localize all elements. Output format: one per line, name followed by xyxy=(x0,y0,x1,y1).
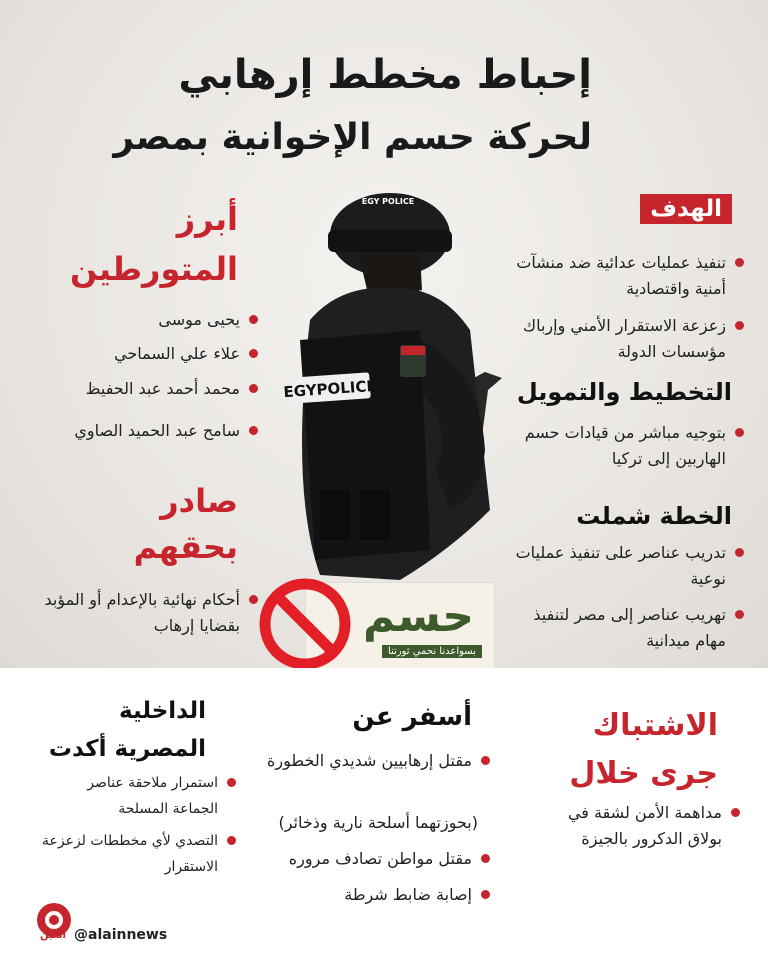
planning-item-1: بتوجيه مباشر من قيادات حسم الهاربين إلى تركيا xyxy=(511,420,746,472)
involved-label-line2: المتورطين xyxy=(70,250,238,288)
interior-label-line1: الداخلية xyxy=(119,698,206,724)
result-item-4: إصابة ضابط شرطة xyxy=(262,882,492,908)
alain-logo-icon xyxy=(34,890,74,950)
hasm-logo-name: حسم xyxy=(363,591,474,642)
soldier-illustration xyxy=(270,190,520,590)
clash-label-line2: جرى خلال xyxy=(569,756,718,791)
hasm-logo-tagline: بسواعدنا نحمي ثورتنا xyxy=(382,645,482,658)
prohibition-icon xyxy=(255,574,355,674)
involved-item-2: علاء علي السماحي xyxy=(30,341,260,367)
page-title: إحباط مخطط إرهابي xyxy=(178,52,592,98)
vest-text: EGYPOLICE xyxy=(282,376,378,402)
goal-item-1: تنفيذ عمليات عدائية ضد منشآت أمنية واقتصادية xyxy=(511,250,746,302)
result-item-3: مقتل مواطن تصادف مروره xyxy=(262,846,492,872)
goal-item-2: زعزعة الاستقرار الأمني وإرباك مؤسسات الدولة xyxy=(511,313,746,365)
hasm-logo xyxy=(255,580,495,675)
plan-item-1: تدريب عناصر على تنفيذ عمليات نوعية xyxy=(511,540,746,592)
helmet-text: EGY POLICE xyxy=(361,197,415,206)
interior-item-1: استمرار ملاحقة عناصر الجماعة المسلحة xyxy=(38,770,238,822)
clash-label-line1: الاشتباك xyxy=(592,708,718,743)
involved-label-line1: أبرز xyxy=(176,200,238,238)
involved-item-3: محمد أحمد عبد الحفيظ xyxy=(30,376,260,402)
involved-item-4: سامح عبد الحميد الصاوي xyxy=(30,418,260,444)
page-subtitle: لحركة حسم الإخوانية بمصر xyxy=(113,117,592,158)
plan-item-2: تهريب عناصر إلى مصر لتنفيذ مهام ميدانية xyxy=(511,602,746,654)
involved-item-1: يحيى موسى xyxy=(30,307,260,333)
planning-label: التخطيط والتمويل xyxy=(516,378,732,406)
plan-label: الخطة شملت xyxy=(576,502,732,530)
verdicts-label-line2: بحقهم xyxy=(133,528,238,566)
goal-label: الهدف xyxy=(640,194,732,224)
clash-item-1: مداهمة الأمن لشقة في بولاق الدكرور بالجيزة xyxy=(542,800,742,852)
verdicts-item-1: أحكام نهائية بالإعدام أو المؤبد بقضايا إرهاب xyxy=(30,587,260,639)
result-label: أسفر عن xyxy=(352,702,472,732)
result-item-2: (بحوزتهما أسلحة نارية وذخائر) xyxy=(278,813,478,832)
result-item-1: مقتل إرهابيين شديدي الخطورة xyxy=(262,748,492,774)
verdicts-label-line1: صادر xyxy=(160,482,238,520)
bottom-panel xyxy=(0,668,768,960)
alain-logo-name: العين xyxy=(40,930,66,941)
interior-item-2: التصدي لأي مخططات لزعزعة الاستقرار xyxy=(38,828,238,880)
interior-label-line2: المصرية أكدت xyxy=(48,736,206,762)
social-handle: @alainnews xyxy=(74,927,168,943)
